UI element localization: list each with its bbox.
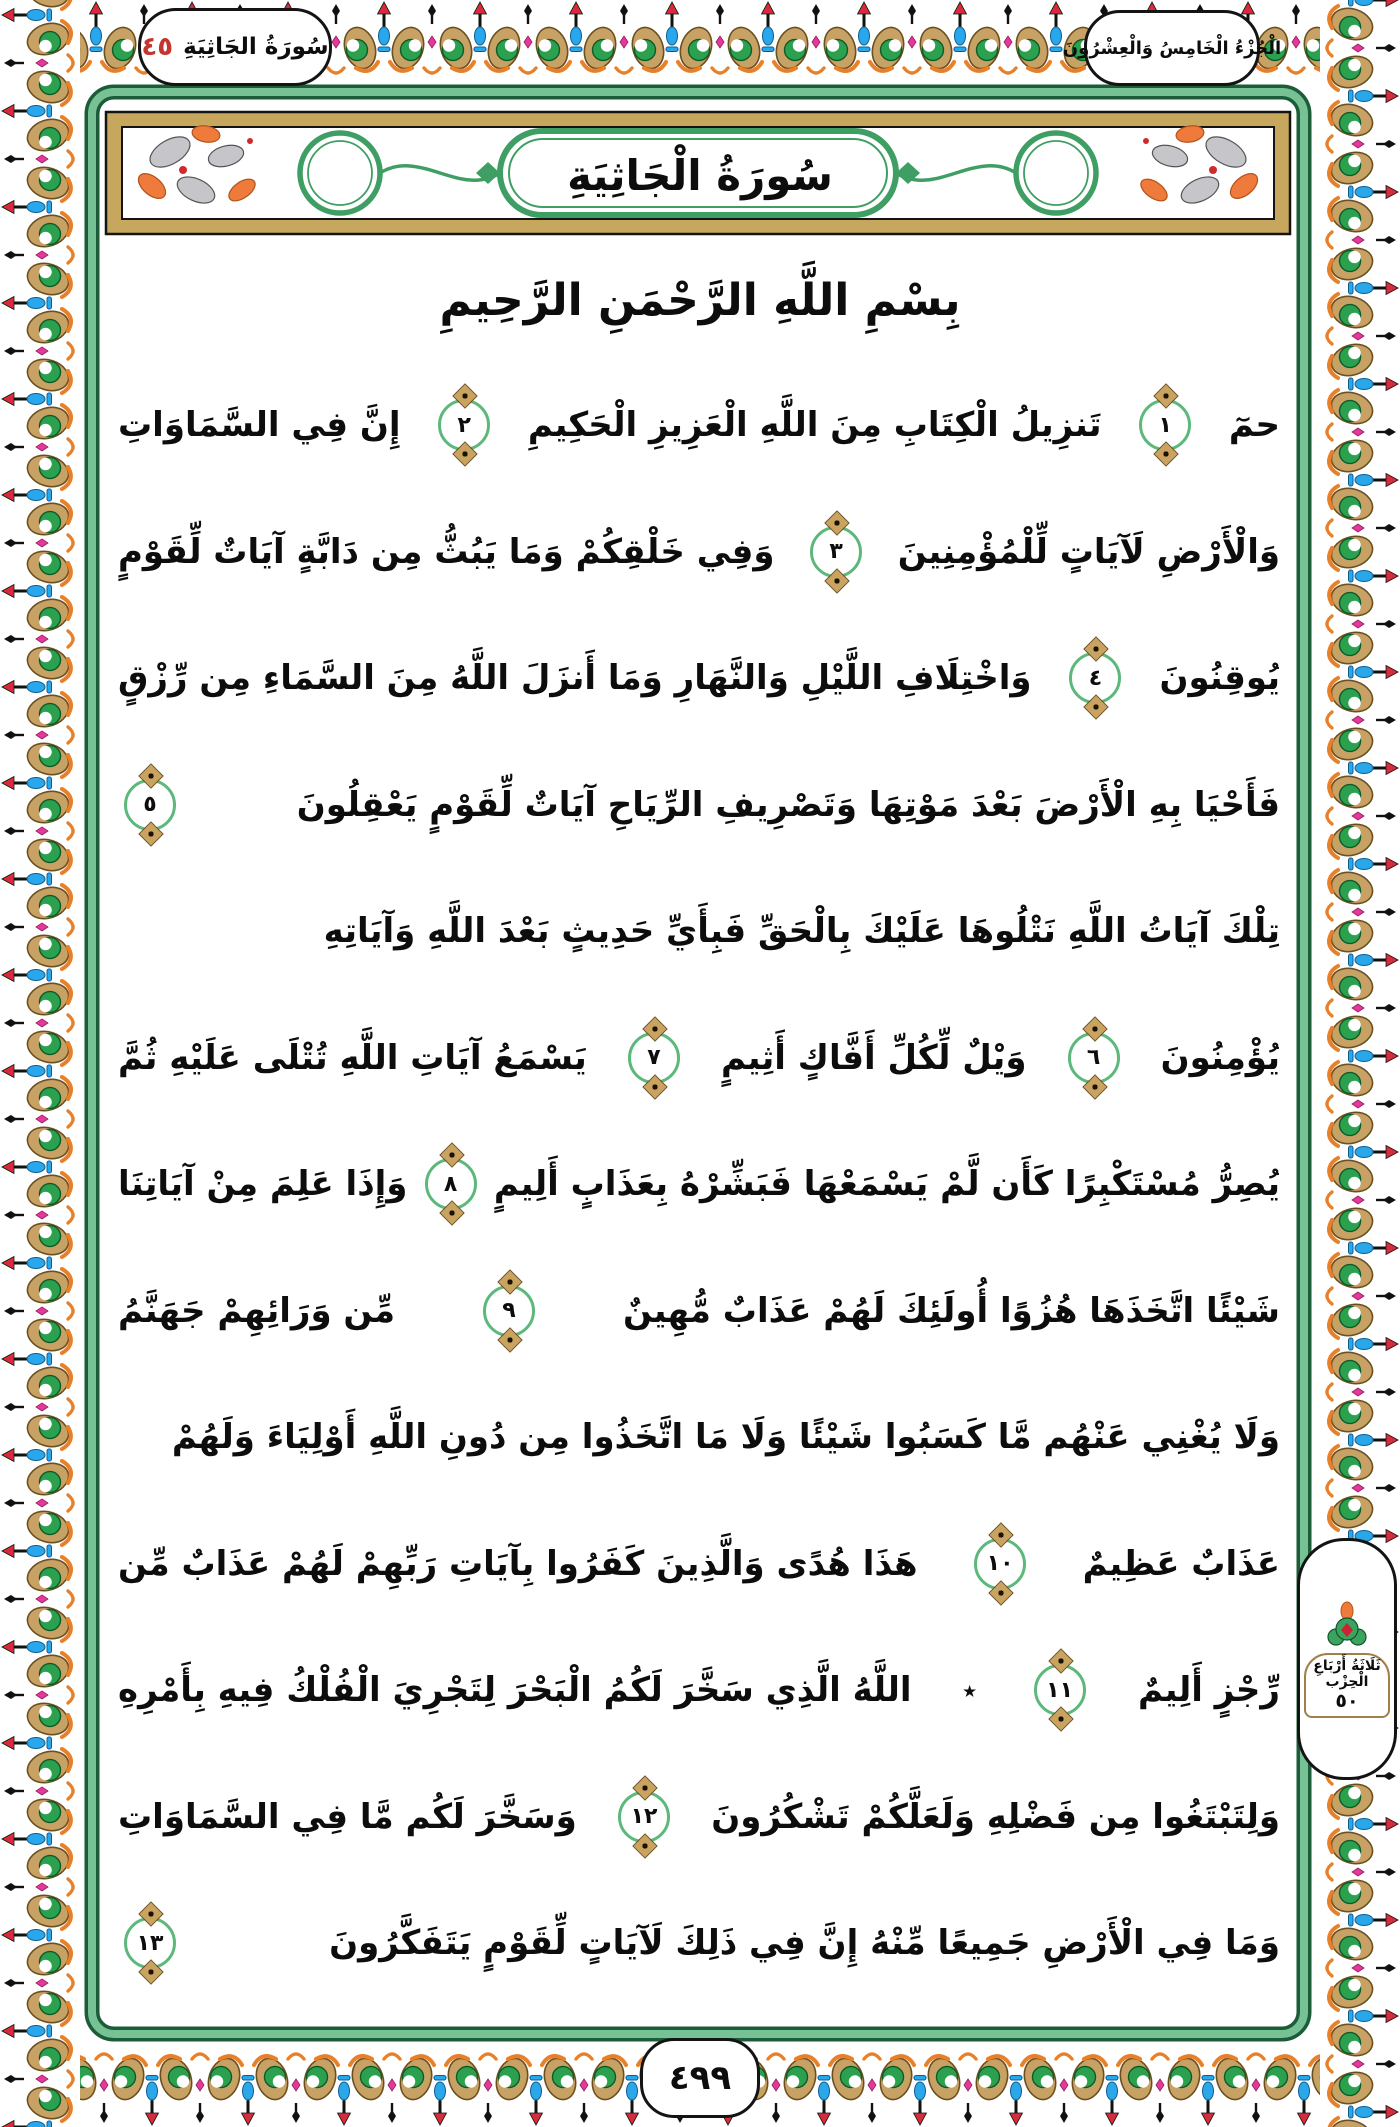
quran-line	[118, 1125, 1280, 1243]
verse-number-marker	[1139, 399, 1191, 451]
verse-number-marker	[1034, 1664, 1086, 1716]
verse-number: ٧	[647, 1045, 661, 1070]
quran-line	[118, 1252, 1280, 1370]
quran-line	[118, 1505, 1280, 1623]
hizb-marker	[1297, 1538, 1397, 1780]
verse-number: ٢	[457, 412, 471, 438]
ayah-text: عَذَابٌ عَظِيمٌ	[1082, 1543, 1280, 1584]
quran-line	[118, 1378, 1280, 1496]
verse-number-marker	[810, 526, 862, 578]
verse-number: ١٣	[136, 1930, 164, 1956]
ayah-text: فَأَحْيَا بِهِ الْأَرْضَ بَعْدَ مَوْتِهَا وَتَصْرِيفِ الرِّيَاحِ آيَاتٌ لِّقَوْمٍ يَعْقِلُونَ	[296, 784, 1280, 825]
ayah-text: وَالْأَرْضِ لَآيَاتٍ لِّلْمُؤْمِنِينَ	[897, 531, 1280, 572]
quran-line	[118, 872, 1280, 990]
quran-line	[118, 493, 1280, 611]
hizb-text-box	[1304, 1653, 1389, 1718]
quran-line	[118, 1884, 1280, 2002]
verse-number-marker	[124, 1917, 176, 1969]
ayah-text: وَسَخَّرَ لَكُم مَّا فِي السَّمَاوَاتِ	[118, 1796, 577, 1837]
hizb-label-line2: الْحِزْب	[1325, 1673, 1369, 1690]
juz-badge-title: الْجُزْءُ الْخَامِسُ وَالْعِشْرُونَ	[1062, 37, 1282, 59]
verse-number-marker	[974, 1538, 1026, 1590]
ayah-text: وَاخْتِلَافِ اللَّيْلِ وَالنَّهَارِ وَمَا أَنزَلَ اللَّهُ مِنَ السَّمَاءِ مِن رِّزْقٍ	[118, 658, 1032, 698]
quran-line	[118, 619, 1280, 737]
hizb-number: ٥٠	[1335, 1689, 1359, 1712]
ayah-text: وَيْلٌ لِّكُلِّ أَفَّاكٍ أَثِيمٍ	[721, 1037, 1027, 1078]
surah-banner-title: سُورَةُ الْجَاثِيَةِ	[567, 151, 833, 200]
ayah-text: يَسْمَعُ آيَاتِ اللَّهِ تُتْلَى عَلَيْهِ ثُمَّ	[118, 1037, 587, 1078]
ayah-text: وَمَا فِي الْأَرْضِ جَمِيعًا مِّنْهُ إِنَّ فِي ذَلِكَ لَآيَاتٍ لِّقَوْمٍ يَتَفَكَّرُونَ	[329, 1923, 1280, 1963]
verse-number-marker	[618, 1791, 670, 1843]
verse-number: ٤	[1088, 665, 1103, 691]
ayah-text: هَذَا هُدًى وَالَّذِينَ كَفَرُوا بِآيَاتِ رَبِّهِمْ لَهُمْ عَذَابٌ مِّن	[118, 1543, 918, 1584]
quran-line	[118, 1631, 1280, 1749]
verse-number: ١٢	[630, 1804, 658, 1829]
verse-number-marker	[1069, 652, 1121, 704]
hizb-label-line1: ثَلَاثَةُ أَرْبَاعِ	[1313, 1657, 1381, 1674]
quran-line	[118, 366, 1280, 484]
ayah-text: مِّن وَرَائِهِمْ جَهَنَّمُ	[118, 1290, 396, 1331]
verse-number: ١٠	[986, 1551, 1014, 1576]
quran-lines	[118, 366, 1280, 2002]
verse-number: ١١	[1046, 1677, 1074, 1703]
surah-badge-number: ٤٥	[141, 32, 174, 62]
ayah-text: يُؤْمِنُونَ	[1160, 1037, 1280, 1078]
ayah-text: اللَّهُ الَّذِي سَخَّرَ لَكُمُ الْبَحْرَ لِتَجْرِيَ الْفُلْكُ فِيهِ بِأَمْرِهِ	[118, 1670, 912, 1710]
hizb-ornament-icon	[1320, 1601, 1374, 1651]
page-number-badge	[640, 2038, 760, 2118]
basmala: بِسْمِ اللَّهِ الرَّحْمَنِ الرَّحِيمِ	[439, 275, 961, 326]
verse-number: ٥	[143, 792, 157, 817]
ayah-text: رِّجْزٍ أَلِيمٌ	[1137, 1670, 1280, 1710]
ayah-text: يُوقِنُونَ	[1159, 658, 1280, 698]
quran-line	[118, 746, 1280, 864]
verse-number: ٦	[1086, 1045, 1101, 1070]
verse-number-marker	[1068, 1032, 1120, 1084]
ayah-text: وَفِي خَلْقِكُمْ وَمَا يَبُثُّ مِن دَابَّةٍ آيَاتٌ لِّقَوْمٍ	[118, 531, 775, 572]
ayah-text: تِلْكَ آيَاتُ اللَّهِ نَتْلُوهَا عَلَيْكَ بِالْحَقِّ فَبِأَيِّ حَدِيثٍ بَعْدَ اللَّهِ وَآيَاتِهِ	[323, 911, 1280, 951]
ayah-text: إِنَّ فِي السَّمَاوَاتِ	[118, 405, 401, 445]
ayah-text: وَلِتَبْتَغُوا مِن فَضْلِهِ وَلَعَلَّكُمْ تَشْكُرُونَ	[711, 1796, 1280, 1837]
verse-number-marker	[628, 1032, 680, 1084]
verse-number: ٨	[443, 1171, 458, 1197]
juz-badge	[1062, 10, 1282, 86]
verse-number-marker	[483, 1285, 535, 1337]
verse-number: ١	[1158, 412, 1172, 438]
rub-el-hizb-icon: ٭	[961, 1673, 978, 1707]
verse-number: ٩	[502, 1298, 516, 1323]
surah-badge-title: سُورَةُ الجَاثِيَةِ	[183, 34, 329, 60]
ayah-text: حمٓ	[1228, 405, 1280, 445]
verse-number-marker	[438, 399, 490, 451]
ayah-text: شَيْئًا اتَّخَذَهَا هُزُوًا أُولَئِكَ لَهُمْ عَذَابٌ مُّهِينٌ	[622, 1290, 1280, 1331]
ayah-text: يُصِرُّ مُسْتَكْبِرًا كَأَن لَّمْ يَسْمَعْهَا فَبَشِّرْهُ بِعَذَابٍ أَلِيمٍ	[493, 1164, 1280, 1204]
surah-badge	[138, 8, 332, 86]
ayah-text: وَإِذَا عَلِمَ مِنْ آيَاتِنَا	[118, 1164, 408, 1204]
ayah-text: تَنزِيلُ الْكِتَابِ مِنَ اللَّهِ الْعَزِيزِ الْحَكِيمِ	[527, 405, 1102, 445]
page-number: ٤٩٩	[668, 2058, 732, 2098]
quran-line	[118, 999, 1280, 1117]
verse-number-marker	[124, 779, 176, 831]
ayah-text: وَلَا يُغْنِي عَنْهُم مَّا كَسَبُوا شَيْئًا وَلَا مَا اتَّخَذُوا مِن دُونِ اللَّهِ أَوْلِيَاءَ وَلَهُمْ	[171, 1417, 1280, 1457]
verse-number: ٣	[829, 539, 843, 564]
quran-line	[118, 1758, 1280, 1876]
verse-number-marker	[425, 1158, 477, 1210]
